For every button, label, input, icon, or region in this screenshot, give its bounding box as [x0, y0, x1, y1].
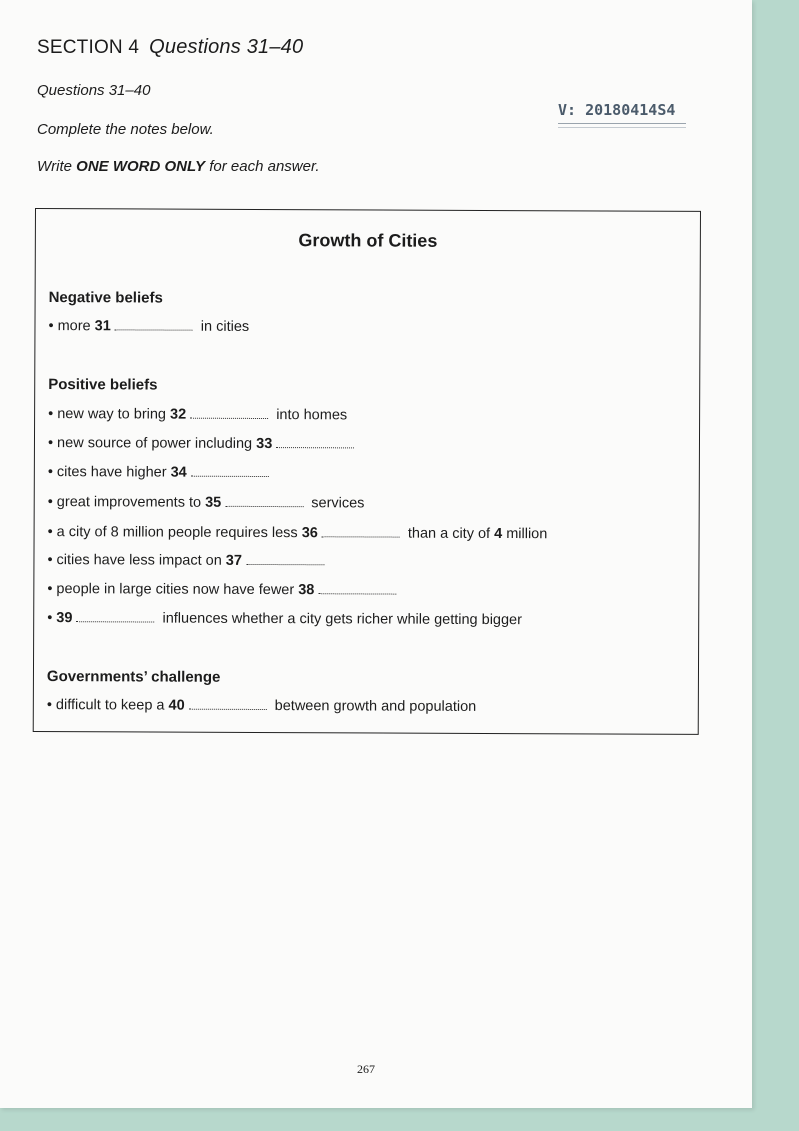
note-text: • more	[48, 318, 95, 335]
instruction-bold: ONE WORD ONLY	[76, 158, 206, 175]
note-text: between growth and population	[270, 698, 477, 715]
questions-label: Questions 31–40	[37, 82, 151, 99]
section-label: SECTION 4	[37, 37, 140, 58]
note-text: influences whether a city gets richer while getting bigger	[158, 610, 522, 629]
question-number: 34	[170, 464, 187, 481]
instruction-complete: Complete the notes below.	[37, 121, 214, 138]
governments-challenge-heading: Governments’ challenge	[46, 668, 221, 686]
answer-blank-36[interactable]	[322, 526, 400, 537]
note-text: in cities	[196, 318, 250, 335]
note-text: • cities have less impact on	[47, 552, 226, 569]
note-text: • new way to bring	[48, 406, 171, 423]
page-number: 267	[357, 1062, 375, 1076]
note-text: • people in large cities now have fewer	[47, 581, 299, 599]
note-number: 4	[494, 526, 503, 543]
question-number: 35	[205, 494, 222, 511]
version-stamp	[558, 101, 686, 128]
question-number: 31	[94, 318, 111, 335]
answer-blank-34[interactable]	[191, 466, 269, 477]
note-item-34	[48, 464, 273, 481]
note-item-32	[48, 406, 347, 423]
question-number: 33	[256, 435, 273, 453]
section-question-range: Questions 31–40	[149, 36, 304, 58]
question-number: 37	[225, 552, 242, 569]
version-underline-secondary	[558, 127, 686, 128]
instruction-suffix: for each answer.	[205, 158, 320, 175]
answer-blank-37[interactable]	[246, 554, 324, 565]
note-text: into homes	[272, 407, 348, 424]
answer-blank-35[interactable]	[225, 496, 303, 507]
version-underline	[558, 123, 686, 124]
version-code: V: 20180414S4	[558, 101, 676, 119]
note-item-36	[48, 524, 548, 542]
notes-box	[33, 208, 701, 735]
note-text: million	[502, 526, 548, 543]
answer-blank-39[interactable]	[76, 611, 154, 622]
note-text: •	[47, 610, 57, 627]
note-text: than a city of	[403, 525, 495, 543]
note-text: • new source of power including	[47, 435, 257, 452]
answer-blank-33[interactable]	[276, 437, 354, 448]
answer-blank-38[interactable]	[318, 583, 396, 594]
question-number: 36	[301, 525, 318, 542]
section-heading	[37, 36, 303, 59]
answer-blank-40[interactable]	[189, 699, 267, 710]
note-item-35	[48, 494, 365, 511]
note-text: • great improvements to	[47, 494, 206, 511]
instruction-word-limit	[37, 158, 320, 175]
note-item-37	[47, 552, 328, 569]
note-text: services	[307, 495, 365, 512]
note-text: • a city of 8 million people requires less	[47, 524, 302, 542]
question-number: 32	[170, 406, 187, 423]
question-number: 39	[56, 610, 73, 627]
question-number: 38	[298, 582, 315, 599]
answer-blank-31[interactable]	[115, 319, 193, 330]
note-text: • difficult to keep a	[46, 697, 169, 714]
question-number: 40	[168, 697, 185, 714]
note-item-33	[48, 435, 358, 452]
answer-blank-32[interactable]	[190, 408, 268, 419]
instruction-prefix: Write	[37, 158, 77, 175]
note-item-38	[47, 581, 400, 599]
note-text: • cites have higher	[47, 464, 171, 481]
note-item-31	[48, 318, 249, 335]
negative-beliefs-heading: Negative beliefs	[48, 289, 163, 307]
notes-title: Growth of Cities	[298, 230, 438, 251]
note-item-39	[47, 610, 522, 628]
positive-beliefs-heading: Positive beliefs	[48, 376, 158, 394]
note-item-40	[47, 697, 476, 715]
